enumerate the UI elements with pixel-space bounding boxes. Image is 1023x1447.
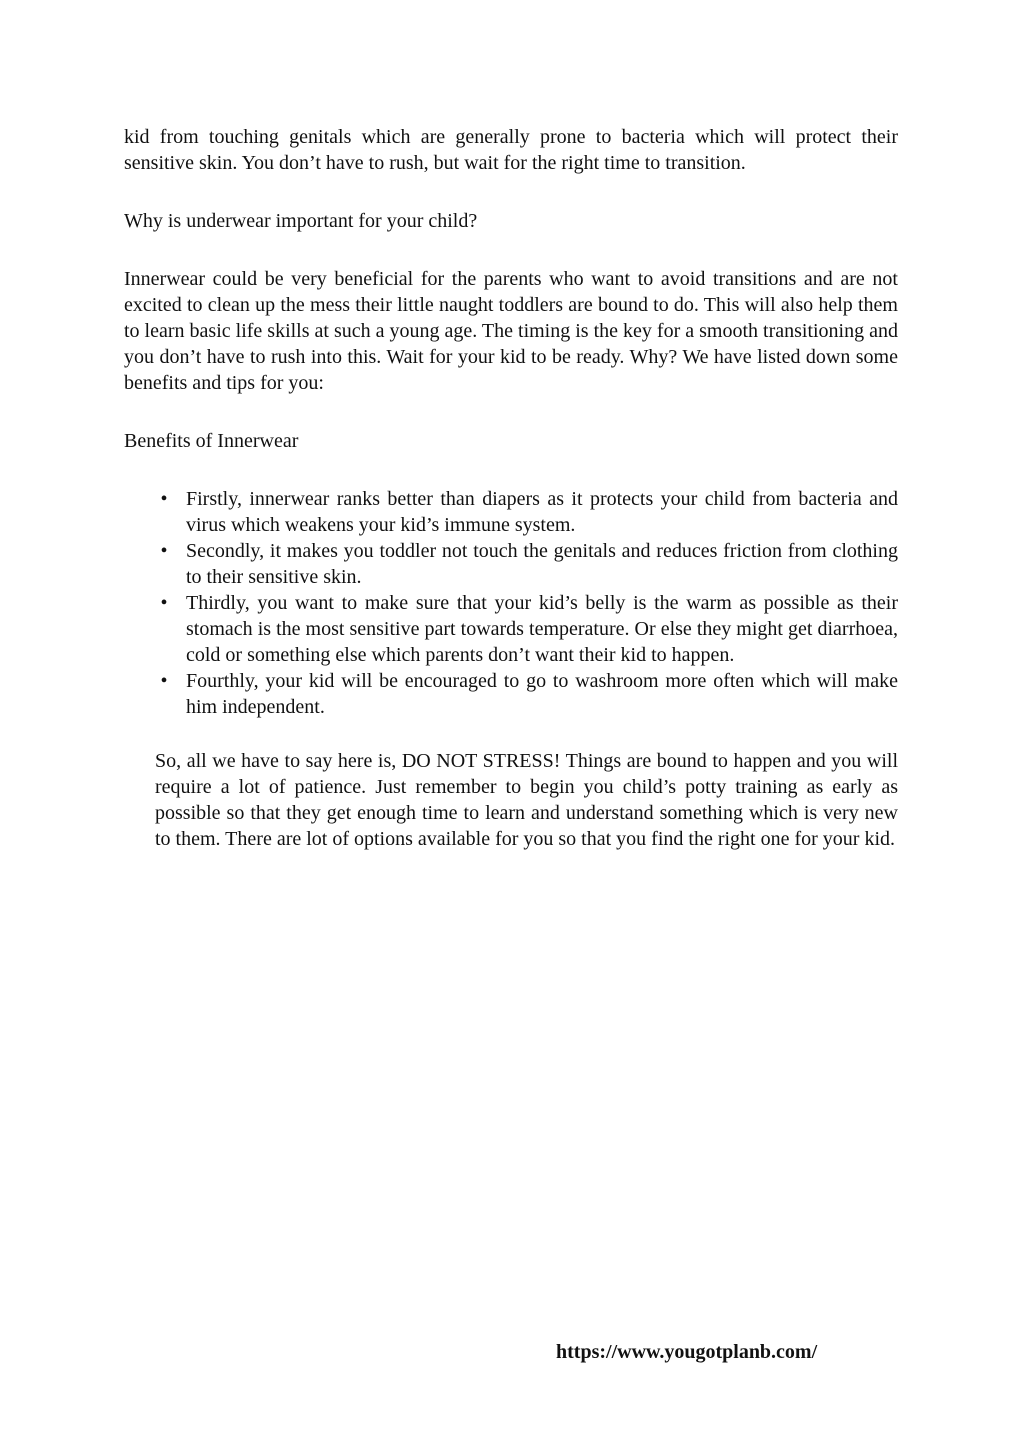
list-item bbox=[160, 486, 898, 538]
benefits-list bbox=[124, 486, 898, 720]
section-heading: Why is underwear important for your child? bbox=[124, 210, 478, 232]
footer-link[interactable]: https://www.yougotplanb.com/ bbox=[556, 1341, 818, 1363]
list-item bbox=[160, 538, 898, 590]
list-item-text: Secondly, it makes you toddler not touch the genitals and reduces friction from clothing to their sensitive skin. bbox=[186, 540, 898, 588]
closing-paragraph: So, all we have to say here is, DO NOT STRESS! Things are bound to happen and you will require a lot of patience. Just remember to begin you child’s potty training as early as possible so that they get enough time to learn and understand something which is very new to them. There are lot of options available for you so that you find the right one for your kid. bbox=[155, 750, 898, 850]
document-content bbox=[124, 124, 898, 852]
body-paragraph: Innerwear could be very beneficial for the parents who want to avoid transitions and are not excited to clean up the mess their little naught toddlers are bound to do. This will also help them to learn basic life skills at such a young age. The timing is the key for a smooth transitioning and you don’t have to rush into this. Wait for your kid to be ready. Why? We have listed down some benefits and tips for you: bbox=[124, 268, 898, 394]
list-item-text: Thirdly, you want to make sure that your kid’s belly is the warm as possible as their stomach is the most sensitive part towards temperature. Or else they might get diarrhoea, cold or something else which parents don’t want their kid to happen. bbox=[186, 592, 898, 666]
list-item-text: Fourthly, your kid will be encouraged to go to washroom more often which will make him independent. bbox=[186, 670, 898, 718]
list-item-text: Firstly, innerwear ranks better than diapers as it protects your child from bacteria and virus which weakens your kid’s immune system. bbox=[186, 488, 898, 536]
list-item bbox=[160, 668, 898, 720]
list-item bbox=[160, 590, 898, 668]
intro-paragraph: kid from touching genitals which are generally prone to bacteria which will protect their sensitive skin. You don’t have to rush, but wait for the right time to transition. bbox=[124, 126, 898, 174]
bullet-icon: • bbox=[160, 488, 168, 510]
benefits-heading: Benefits of Innerwear bbox=[124, 430, 299, 452]
bullet-icon: • bbox=[160, 670, 168, 692]
bullet-icon: • bbox=[160, 540, 168, 562]
bullet-icon: • bbox=[160, 592, 168, 614]
